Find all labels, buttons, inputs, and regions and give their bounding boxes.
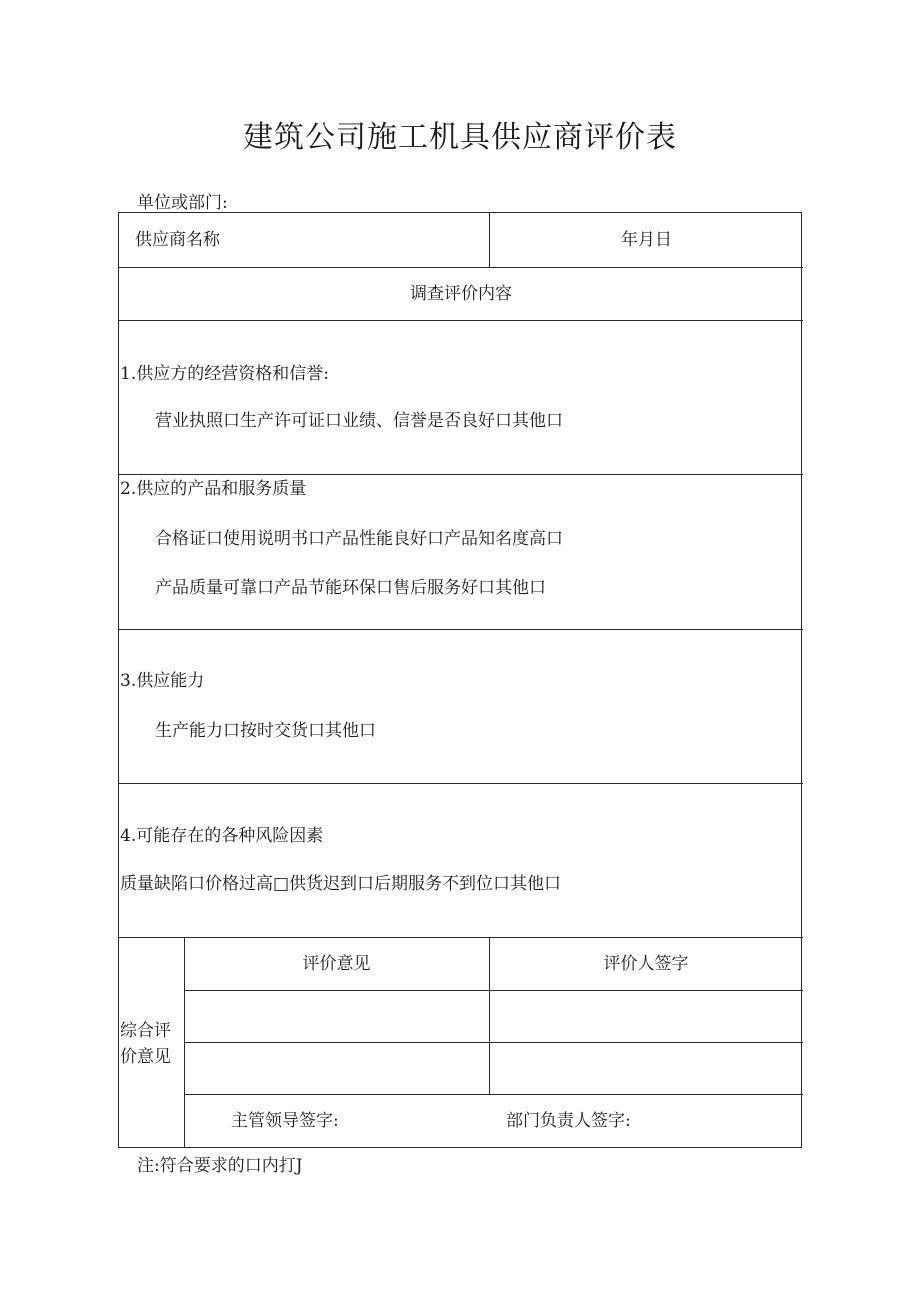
section-3-options: 生产能力口按时交货口其他口	[155, 721, 376, 741]
section-4-options: 质量缺陷口价格过高□供货迟到口后期服务不到位口其他口	[120, 874, 562, 894]
unit-label: 单位或部门:	[137, 193, 228, 213]
signer-header: 评价人签字	[603, 954, 689, 974]
footnote: 注:符合要求的口内打J	[137, 1156, 303, 1176]
leader-sign-label: 主管领导签字:	[231, 1111, 339, 1131]
opinion-cell-1[interactable]	[185, 991, 488, 1041]
section-2-options-line-2: 产品质量可靠口产品节能环保口售后服务好口其他口	[155, 578, 546, 598]
row-divider	[119, 474, 803, 475]
row-divider	[184, 1094, 803, 1095]
opinion-cell-2[interactable]	[185, 1043, 488, 1093]
signer-cell-1[interactable]	[490, 991, 802, 1041]
date-label: 年月日	[621, 230, 672, 250]
row-divider	[119, 267, 803, 268]
section-1-options: 营业执照口生产许可证口业绩、信誉是否良好口其他口	[155, 411, 563, 431]
column-divider	[489, 213, 490, 267]
opinion-header: 评价意见	[302, 954, 371, 974]
section-1-heading: 1.供应方的经营资格和信誉:	[120, 364, 329, 384]
evaluation-form-table	[118, 212, 802, 1148]
row-divider	[119, 320, 803, 321]
row-divider	[119, 783, 803, 784]
survey-title: 调查评价内容	[410, 284, 512, 304]
section-3-heading: 3.供应能力	[120, 671, 205, 691]
dept-head-sign-label: 部门负责人签字:	[506, 1111, 631, 1131]
row-divider	[119, 629, 803, 630]
signer-cell-2[interactable]	[490, 1043, 802, 1093]
summary-side-label-line-1: 综合评	[120, 1021, 171, 1041]
summary-side-label-line-2: 价意见	[120, 1047, 171, 1067]
section-4-heading: 4.可能存在的各种风险因素	[120, 826, 324, 846]
section-2-options-line-1: 合格证口使用说明书口产品性能良好口产品知名度高口	[155, 529, 563, 549]
row-divider	[119, 937, 803, 938]
section-2-heading: 2.供应的产品和服务质量	[120, 479, 307, 499]
page-title: 建筑公司施工机具供应商评价表	[243, 120, 677, 155]
supplier-name-label: 供应商名称	[135, 230, 220, 250]
